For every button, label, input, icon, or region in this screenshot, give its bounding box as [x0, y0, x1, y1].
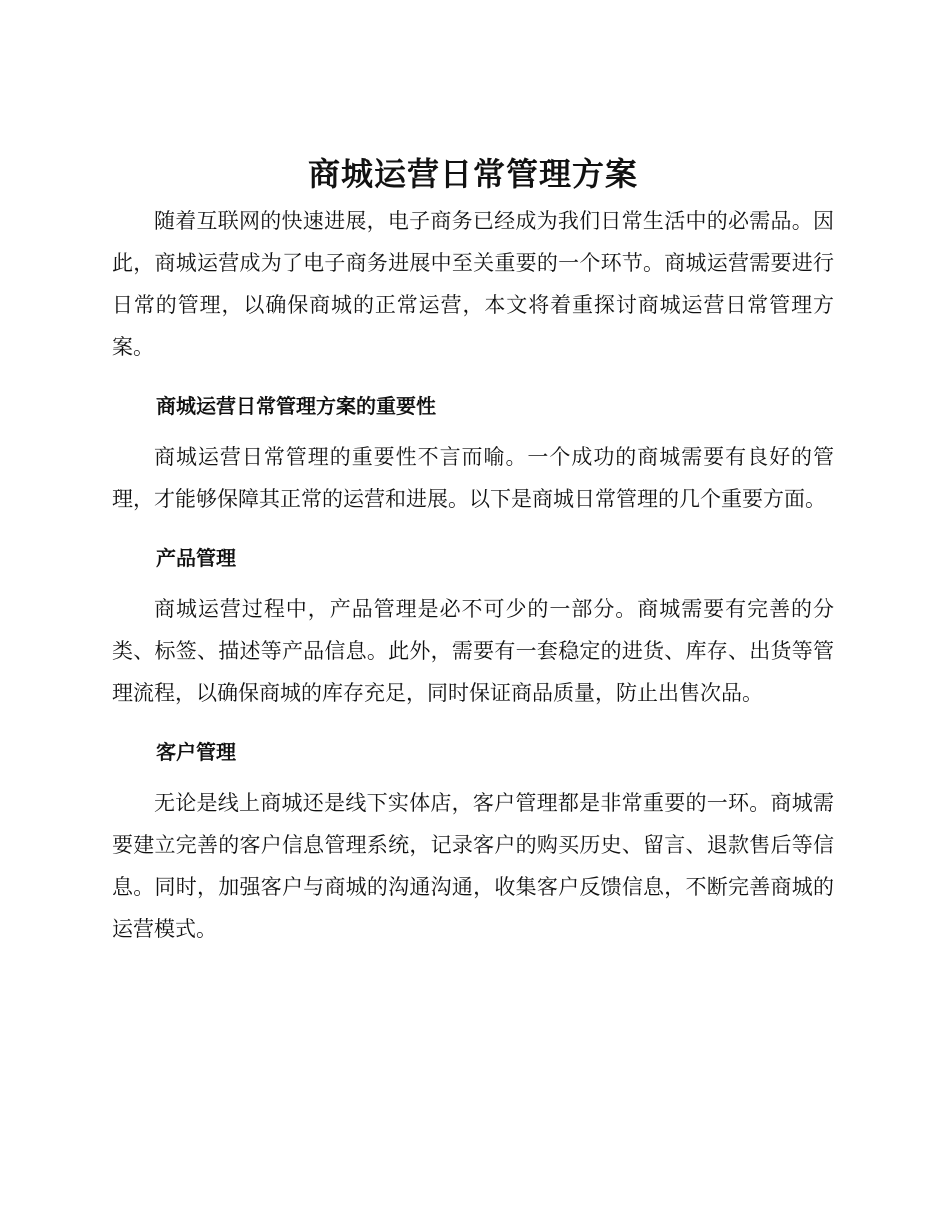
intro-paragraph: 随着互联网的快速进展，电子商务已经成为我们日常生活中的必需品。因此，商城运营成为了电子商务进展中至关重要的一个环节。商城运营需要进行日常的管理，以确保商城的正常运营，本文将着重探讨商城运营日常管理方案。 — [112, 209, 834, 359]
section-body-importance: 商城运营日常管理的重要性不言而喻。一个成功的商城需要有良好的管理，才能够保障其正常的运营和进展。以下是商城日常管理的几个重要方面。 — [112, 445, 834, 511]
section-heading-customer-management: 客户管理 — [156, 740, 236, 764]
section-heading-importance: 商城运营日常管理方案的重要性 — [156, 394, 436, 418]
document-title: 商城运营日常管理方案 — [307, 155, 638, 193]
section-body-product-management: 商城运营过程中，产品管理是必不可少的一部分。商城需要有完善的分类、标签、描述等产品信息。此外，需要有一套稳定的进货、库存、出货等管理流程，以确保商城的库存充足，同时保证商品质量，防止出售次品。 — [112, 597, 834, 705]
document-page — [112, 148, 834, 950]
section-heading-product-management: 产品管理 — [156, 546, 236, 570]
section-body-customer-management: 无论是线上商城还是线下实体店，客户管理都是非常重要的一环。商城需要建立完善的客户信息管理系统，记录客户的购买历史、留言、退款售后等信息。同时，加强客户与商城的沟通沟通，收集客户反馈信息，不断完善商城的运营模式。 — [112, 791, 834, 941]
